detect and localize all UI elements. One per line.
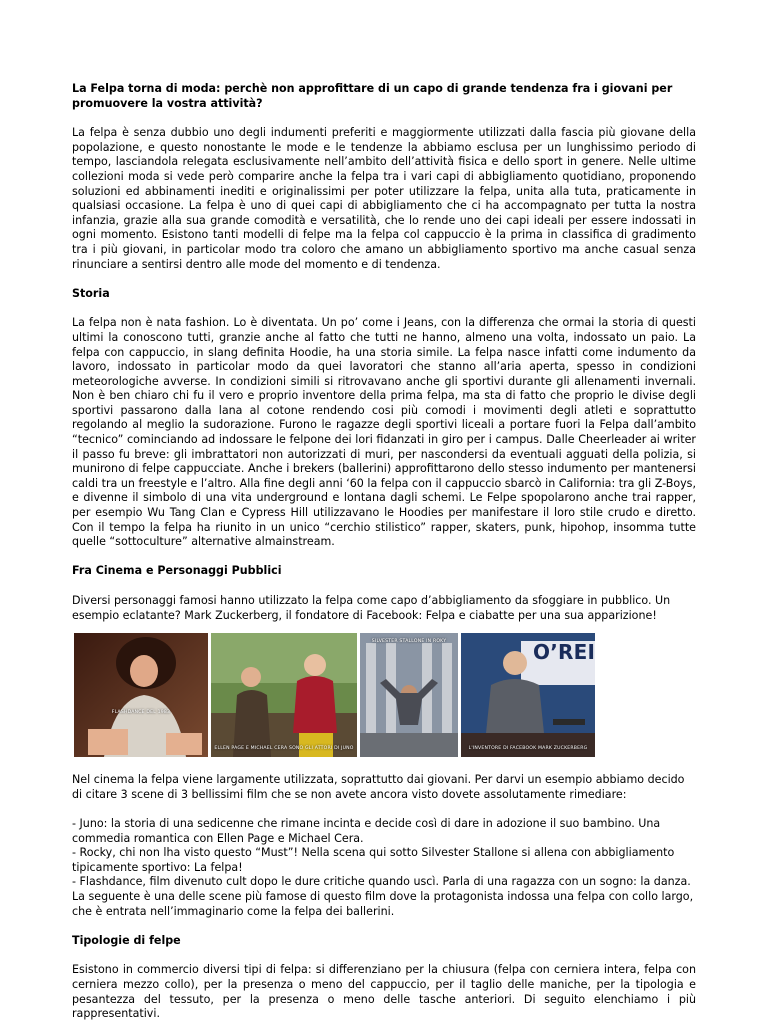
juno-image bbox=[211, 633, 357, 757]
document-title: La Felpa torna di moda: perchè non approfittare di un capo di grande tendenza fra i giovani per promuovere la vostra attività? bbox=[72, 82, 673, 110]
photo-caption: ELLEN PAGE E MICHAEL CERA SONO GLI ATTORI DI JUNO bbox=[214, 746, 354, 752]
photo-rocky bbox=[360, 633, 458, 757]
photo-flashdance bbox=[74, 633, 208, 757]
intro-paragraph: La felpa è senza dubbio uno degli indumenti preferiti e maggiormente utilizzati dalla fascia più giovane della popolazione, e questo nonostante le mode e le tendenze la abbiamo esclusa per un lunghissimo periodo di tempo, lasciandola relegata esclusivamente nell’ambito dell’attività fisica e dello sport in genere. Nelle ultime collezioni moda si vede però comparire anche la felpa tra i vari capi di abbigliamento quotidiano, proponendo soluzioni ed abbinamenti inediti e originalissimi per poter utilizzare la felpa, unita alla tuta, praticamente in qualsiasi occasione. La felpa è uno di quei capi di abbigliamento che ci ha accompagnato per tutta la nostra infanzia, grazie alla sua grande comodità e versatilità, che lo rende uno dei capi ideali per essere indossati in ogni momento. Esistono tanti modelli di felpe ma la felpa col cappuccio è la prima in classifica di gradimento tra i più giovani, in particolar modo tra coloro che amano un abbigliamento sportivo ma anche casual senza rinunciare a sentirsi dentro alle mode del momento e di tendenza. bbox=[72, 126, 696, 271]
film-list bbox=[72, 817, 696, 919]
photo-caption: L'INVENTORE DI FACEBOOK MARK ZUCKERBERG bbox=[468, 746, 588, 752]
photo-caption: FLASHDANCE DEL 1983 bbox=[111, 710, 171, 716]
storia-paragraph: La felpa non è nata fashion. Lo è diventata. Un po’ come i Jeans, con la differenza che ormai la storia di questi ultimi la conoscono tutti, granzie anche al fatto che tutti ne hanno, almeno una volta, indossato un paio. La felpa con cappuccio, in slang definita Hoodie, ha una storia simile. La felpa nasce infatti come indumento da lavoro, indossato in particolar modo da quei lavoratori che stanno all’aria aperta, spesso in condizioni meteorologiche avverse. In condizioni simili si ritrovavano anche gli sportivi durante gli allenamenti invernali. Non è ben chiaro chi fu il vero e proprio inventore della prima felpa, ma sta di fatto che proprio le divise degli sportivi passarono dalla lana al cotone rendendo cosi più comodi i movimenti degli atleti e soprattutto regolando al meglio la sudorazione. Furono le ragazze degli sportivi liceali a portare fuori la Felpa dall’ambito “tecnico” cominciando ad indossare le felpone dei lori fidanzati in giro per i campus. Dalle Cheerleader ai writer il passo fu breve: gli imbrattatori non autorizzati di muri, per nascondersi da eventuali agguati della polizia, si munirono di felpe cappucciate. Anche i brekers (ballerini) approfittarono dello stesso indumento per mantenersi caldi tra un freestyle e l’altro. Alla fine degli anni ‘60 la felpa con il cappuccio sbarcò in California: tra gli Z-Boys, e divenne il simbolo di una vita underground e lontana dagli schemi. Le Felpe spopolarono anche trai rapper, per esempio Wu Tang Clan e Cypress Hill utilizzavano le Hoodies per manifestare il loro stile crudo e diretto. Con il tempo la felpa ha riunito in un unico “cerchio stilistico” rapper, skaters, punk, hipohop, insomma tutte quelle “sottoculture” alternative almainstream. bbox=[72, 316, 696, 549]
photo-caption: SILVESTER STALLONE IN ROKY bbox=[371, 639, 447, 645]
photo-gallery bbox=[74, 633, 696, 757]
rocky-image bbox=[360, 633, 458, 757]
section-heading-storia: Storia bbox=[72, 286, 110, 300]
flashdance-image bbox=[74, 633, 208, 757]
document-page bbox=[72, 82, 696, 1036]
tipologie-paragraph: Esistono in commercio diversi tipi di felpa: si differenziano per la chiusura (felpa con cerniera intera, felpa con cerniera mezzo collo), per la presenza o meno del cappuccio, per il taglio delle maniche, per la tipologia e pesantezza del tessuto, per la presenza o meno delle tasche anteriori. Di seguito elenchiamo i più rappresentativi. bbox=[72, 963, 696, 1021]
photo-banner: O’REI bbox=[533, 640, 595, 665]
list-item: - Juno: la storia di una sedicenne che rimane incinta e decide così di dare in adozione il suo bambino. Una commedia romantica con Ellen Page e Michael Cera. bbox=[72, 816, 661, 845]
list-item: - Flashdance, film divenuto cult dopo le dure critiche quando uscì. Parla di una ragazza con un sogno: la danza. La seguente è una delle scene più famose di questo film dove la protagonista indossa una felpa con collo largo, che è entrata nell’immaginario come la felpa dei ballerini. bbox=[72, 875, 694, 918]
photo-juno bbox=[211, 633, 357, 757]
section-heading-tipologie: Tipologie di felpe bbox=[72, 933, 181, 947]
cinema-paragraph-2: Nel cinema la felpa viene largamente utilizzata, soprattutto dai giovani. Per darvi un esempio abbiamo decido di citare 3 scene di 3 bellissimi film che se non avete ancora visto dovete assolutamente rimediare: bbox=[72, 773, 685, 801]
cinema-paragraph: Diversi personaggi famosi hanno utilizzato la felpa come capo d’abbigliamento da sfoggiare in pubblico. Un esempio eclatante? Mark Zuckerberg, il fondatore di Facebook: Felpa e ciabatte per una sua apparizione! bbox=[72, 594, 671, 622]
list-item: - Rocky, chi non lha visto questo “Must”! Nella scena qui sotto Silvester Stallone si allena con abbigliamento tipicamente sportivo: La felpa! bbox=[72, 846, 675, 874]
section-heading-cinema: Fra Cinema e Personaggi Pubblici bbox=[72, 564, 282, 578]
photo-zuckerberg bbox=[461, 633, 595, 757]
